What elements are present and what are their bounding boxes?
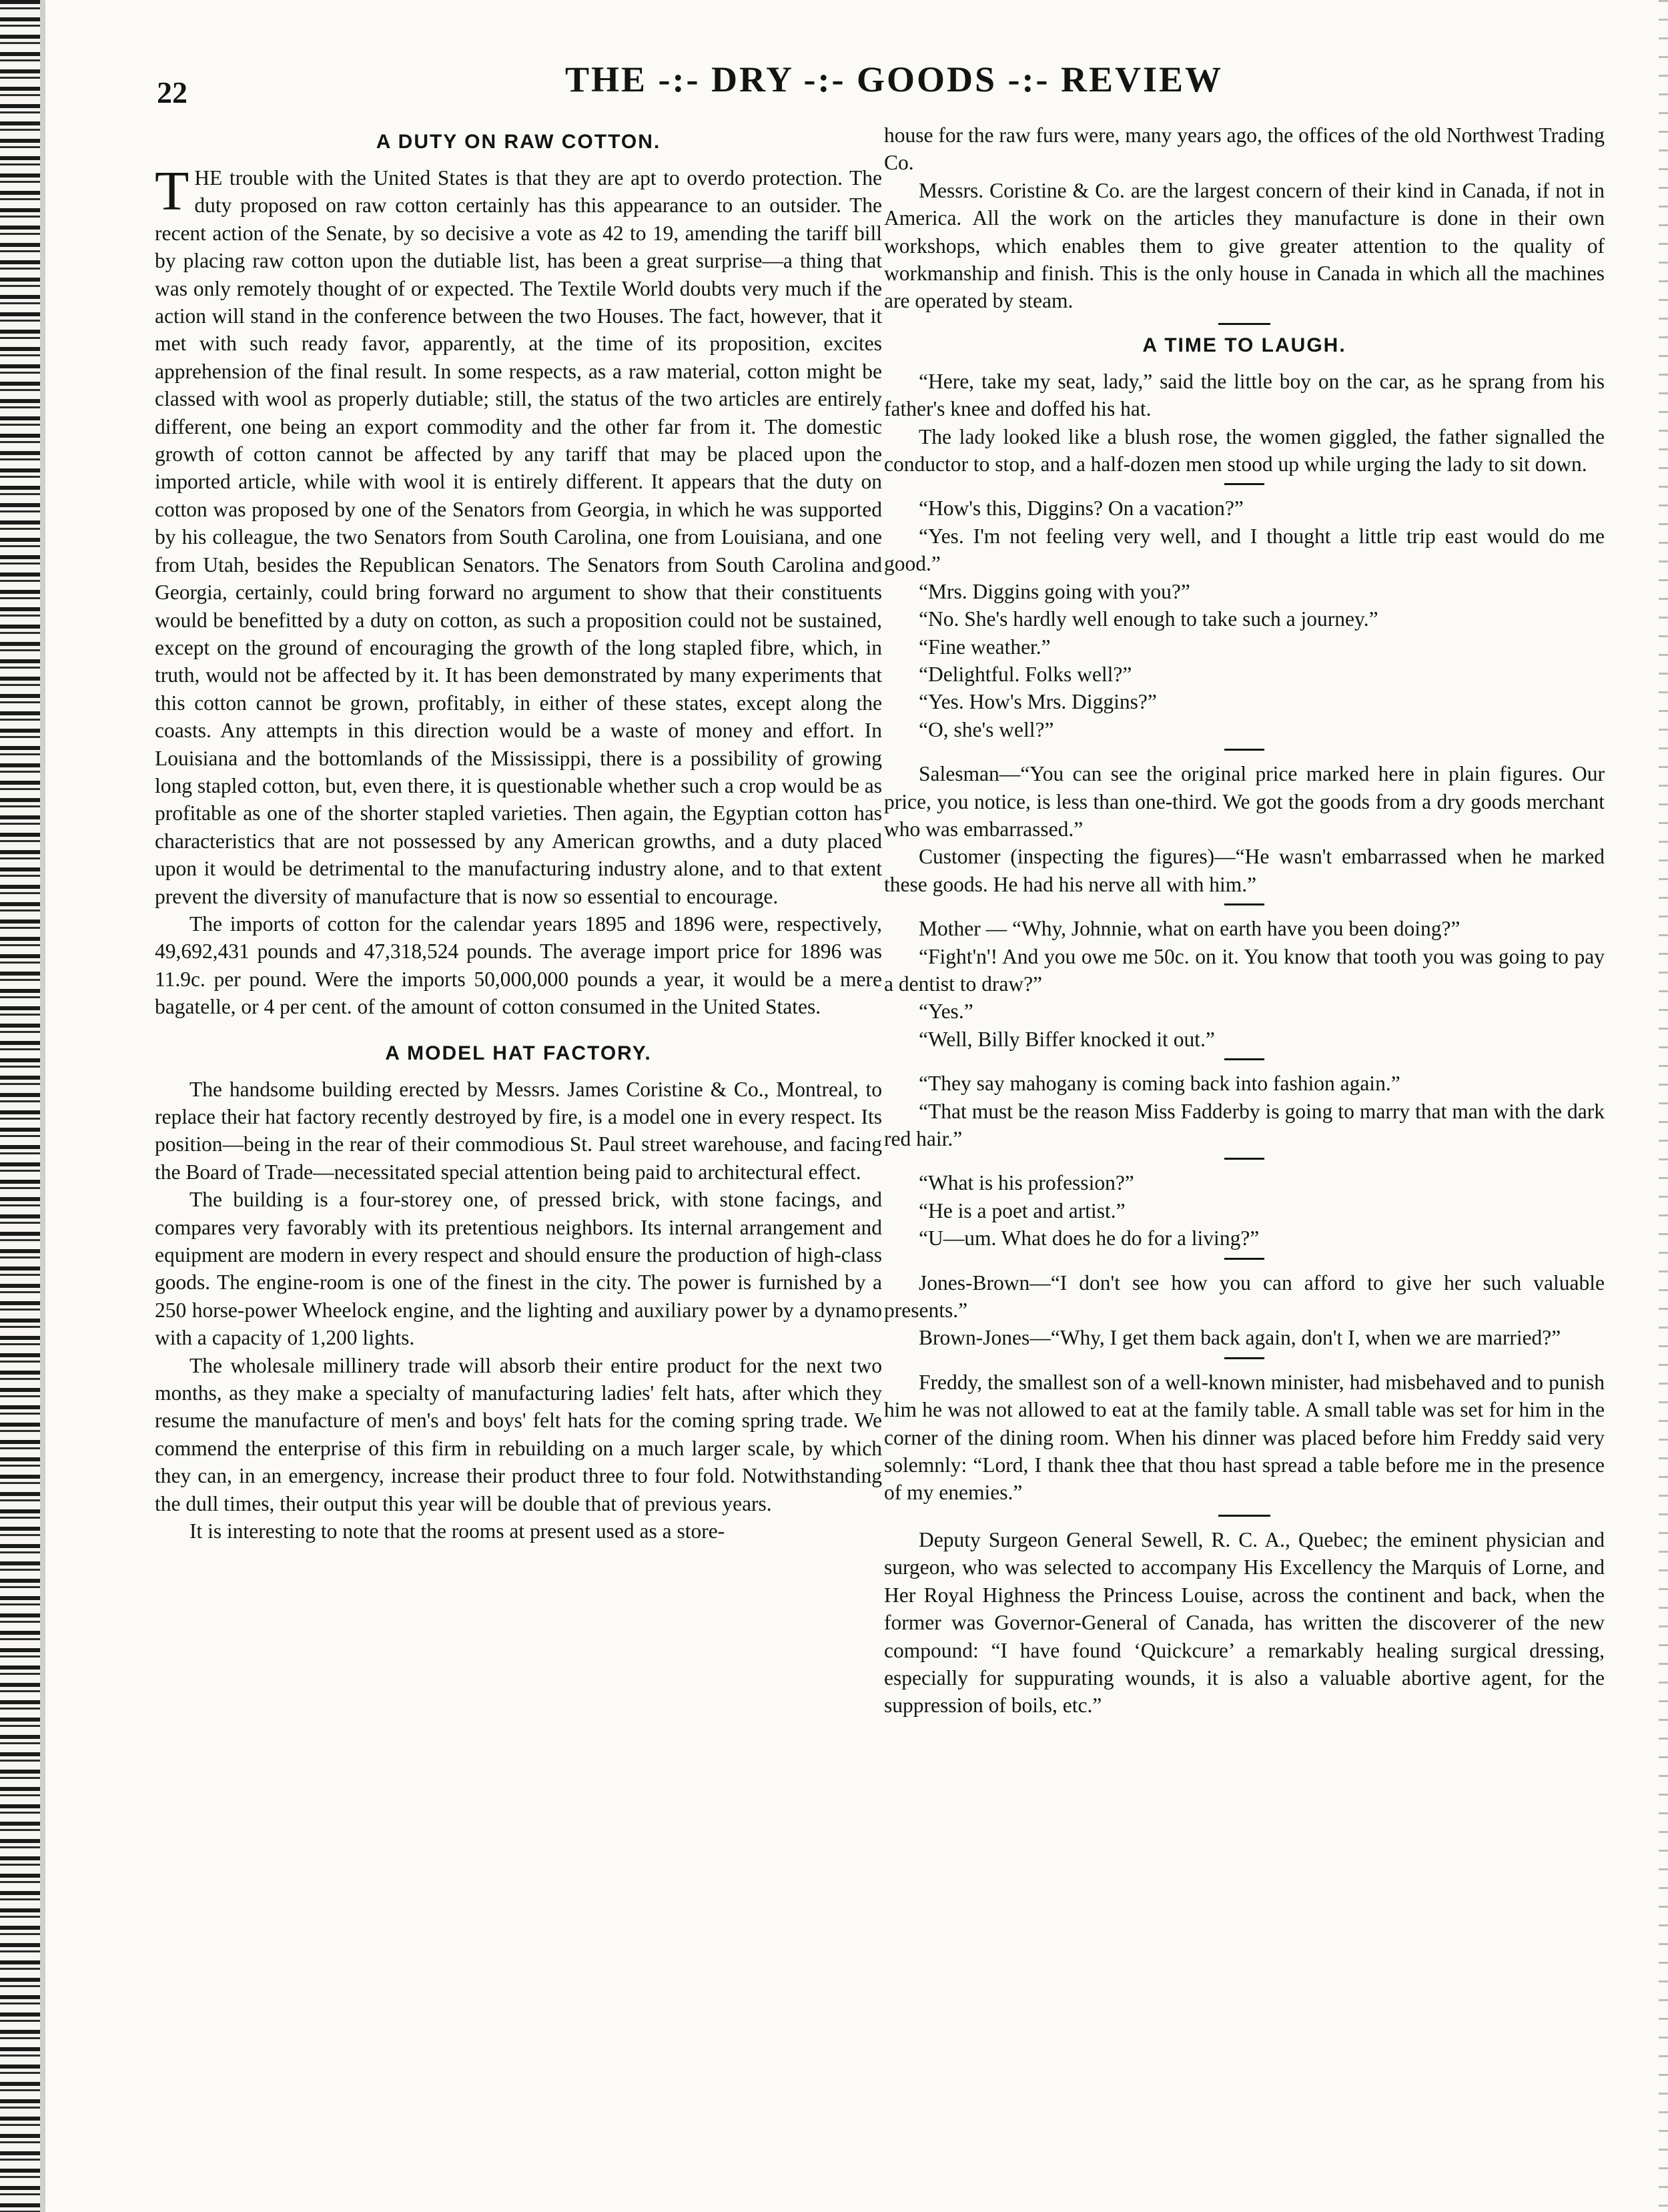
- hat-paragraph-1: The handsome building erected by Messrs. James Coristine & Co., Montreal, to replace their hat factory recently destroyed by fire, is a model one in every respect. Its position—being in the rear of their commodious St. Paul street warehouse, and facing the Board of Trade—necessitated special attention being paid to architectural effect.: [155, 1077, 882, 1184]
- section-rule: [1218, 1515, 1270, 1517]
- joke-6-line-2: “He is a poet and artist.”: [919, 1198, 1126, 1222]
- joke-6-line-1: “What is his profession?”: [919, 1171, 1134, 1195]
- masthead-title: THE -:- DRY -:- GOODS -:- REVIEW: [564, 59, 1224, 99]
- joke-5-line-2: “That must be the reason Miss Fadderby is going to marry that man with the dark red hair.”: [884, 1099, 1605, 1150]
- joke-2-line-3: “Mrs. Diggins going with you?”: [919, 579, 1190, 603]
- duty-paragraph-2: The imports of cotton for the calendar years 1895 and 1896 were, respectively, 49,692,431 pounds and 47,318,524 pounds. The average import price for 1896 was 11.9c. per pound. Were the imports 50,000,000 pounds a year, it would be a mere bagatelle, or 4 per cent. of the amount of cotton consumed in the United States.: [155, 911, 882, 1019]
- joke-2-line-7: “Yes. How's Mrs. Diggins?”: [919, 690, 1157, 714]
- joke-6-line-3: “U—um. What does he do for a living?”: [919, 1226, 1260, 1250]
- hat-paragraph-2: The building is a four-storey one, of pressed brick, with stone facings, and compares very favorably with its pretentious neighbors. Its internal arrangement and equipment are modern in every respect and should ensure the production of high-class goods. The engine-room is one of the finest in the city. The power is furnished by a 250 horse-power Wheelock engine, and the lighting and auxiliary power by a dynamo with a capacity of 1,200 lights.: [155, 1188, 882, 1350]
- duty-heading: A DUTY ON RAW COTTON.: [376, 131, 661, 153]
- joke-3-line-2: Customer (inspecting the figures)—“He wasn't embarrassed when he marked these goods. He had his nerve all with him.”: [884, 845, 1605, 896]
- joke-2-line-5: “Fine weather.”: [919, 635, 1051, 659]
- joke-4-line-1: Mother — “Why, Johnnie, what on earth have you been doing?”: [919, 917, 1461, 941]
- joke-divider: [1224, 1058, 1264, 1060]
- hat-heading: A MODEL HAT FACTORY.: [385, 1042, 652, 1064]
- page-number: 22: [157, 75, 187, 109]
- joke-2-line-8: “O, she's well?”: [919, 717, 1054, 741]
- hat-paragraph-5: house for the raw furs were, many years ago, the offices of the old Northwest Trading Co.: [884, 123, 1605, 175]
- duty-paragraph-1: [155, 160, 882, 910]
- joke-3-line-1: Salesman—“You can see the original price marked here in plain figures. Our price, you notice, is less than one-third. We got the goods from a dry goods merchant who was embarrassed.”: [884, 762, 1605, 841]
- joke-8: Freddy, the smallest son of a well-known minister, had misbehaved and to punish him he was not allowed to eat at the family table. A small table was set for him in the corner of the dining room. When his dinner was placed before him Freddy said very solemnly: “Lord, I thank thee that thou hast spread a table before me in the presence of my enemies.”: [884, 1370, 1605, 1505]
- joke-divider: [1224, 483, 1264, 485]
- joke-4-line-3: “Yes.”: [919, 1000, 973, 1024]
- right-column: [884, 121, 1605, 1720]
- joke-divider: [1224, 903, 1264, 905]
- drop-cap: T: [155, 160, 189, 222]
- joke-divider: [1224, 1258, 1264, 1260]
- left-column: [155, 121, 882, 1545]
- joke-divider: [1224, 1357, 1264, 1359]
- joke-2-line-4: “No. She's hardly well enough to take such a journey.”: [919, 607, 1378, 631]
- hat-paragraph-4: It is interesting to note that the rooms at present used as a store-: [189, 1519, 725, 1543]
- hat-paragraph-3: The wholesale millinery trade will absorb their entire product for the next two months, as they make a specialty of manufacturing ladies' felt hats, after which they resume the manufacture of men's and boys' felt hats for the coming spring trade. We commend the enterprise of this firm in rebuilding on a much larger scale, by which they can, in an emergency, increase their product three to four fold. Notwithstanding the dull times, their output this year will be double that of previous years.: [155, 1353, 882, 1515]
- joke-2-line-2: “Yes. I'm not feeling very well, and I thought a little trip east would do me good.”: [884, 524, 1605, 576]
- joke-2-line-6: “Delightful. Folks well?”: [919, 662, 1132, 686]
- binding-shadow: [40, 0, 45, 2212]
- joke-4-line-4: “Well, Billy Biffer knocked it out.”: [919, 1027, 1215, 1051]
- joke-4-line-2: “Fight'n'! And you owe me 50c. on it. You know that tooth you was going to pay a dentist to draw?”: [884, 944, 1605, 996]
- joke-1-line-1: “Here, take my seat, lady,” said the little boy on the car, as he sprang from his father's knee and doffed his hat.: [884, 369, 1605, 421]
- joke-7-line-2: Brown-Jones—“Why, I get them back again, don't I, when we are married?”: [919, 1326, 1561, 1350]
- joke-2-line-1: “How's this, Diggins? On a vacation?”: [919, 496, 1244, 520]
- joke-5-line-1: “They say mahogany is coming back into fashion again.”: [919, 1072, 1400, 1096]
- section-rule: [1218, 323, 1270, 325]
- duty-paragraph-1-text: HE trouble with the United States is that they are apt to overdo protection. The duty proposed on raw cotton certainly has this appearance to an outsider. The recent action of the Senate, by so decisive a vote as 42 to 19, amending the tariff bill by placing raw cotton upon the dutiable list, has been a great surprise—a thing that was only remotely thought of or expected. The Textile World doubts very much if the action will stand in the conference between the two Houses. The fact, however, that it met with such ready favor, apparently, at the time of its proposition, excites apprehension of the final result. In some respects, as a raw material, cotton might be classed with wool as properly dutiable; still, the status of the two articles are entirely different, one being an export commodity and the other far from it. The domestic growth of cotton cannot be affected by any tariff that may be placed upon the imported article, while with wool it is entirely different. It appears that the duty on cotton was proposed by one of the Senators from Georgia, in which he was supported by his colleague, the two Senators from South Carolina, one from Louisiana, and one from Utah, besides the Republican Senators. The Senators from South Carolina and Georgia, certainly, could bring forward no argument to show that their constituents would be benefitted by a duty on cotton, as such a proposition could not be sustained, except on the ground of encouraging the growth of the long stapled fibre, which, in truth, would not be affected by it. It has been demonstrated by many experiments that this cotton cannot be grown, profitably, in either of these states, except along the coasts. Any attempts in this direction would be a waste of money and effort. In Louisiana and the bottomlands of the Mississippi, there is a possibility of growing long stapled cotton, but, even there, it is questionable whether such a crop would be as profitable as one of the shorter stapled varieties. Then again, the Egyptian cotton has characteristics that are not possessed by any American growths, and a duty placed upon it would be detrimental to the manufacturing industry alone, and to that extent prevent the diversity of manufacture that is now so essential to encourage.: [155, 166, 882, 908]
- joke-divider: [1224, 1158, 1264, 1160]
- page-edge-marks: [1659, 0, 1668, 2212]
- joke-7-line-1: Jones-Brown—“I don't see how you can afford to give her such valuable presents.”: [884, 1270, 1605, 1323]
- binding-edge: [0, 0, 40, 2212]
- joke-1-line-2: The lady looked like a blush rose, the women giggled, the father signalled the conductor to stop, and a half-dozen men stood up while urging the lady to sit down.: [884, 424, 1605, 476]
- hat-paragraph-6: Messrs. Coristine & Co. are the largest concern of their kind in Canada, if not in America. All the work on the articles they manufacture is done in their own workshops, which enables them to give greater attention to the quality of workmanship and finish. This is the only house in Canada in which all the machines are operated by steam.: [884, 178, 1605, 313]
- laugh-heading: A TIME TO LAUGH.: [1142, 334, 1346, 356]
- joke-divider: [1224, 749, 1264, 751]
- quickcure-notice: Deputy Surgeon General Sewell, R. C. A., Quebec; the eminent physician and surgeon, who was selected to accompany His Excellency the Marquis of Lorne, and Her Royal Highness the Princess Louise, across the continent and back, when the former was Governor-General of Canada, has written the discoverer of the new compound: “I have found ‘Quickcure’ a remarkably healing surgical dressing, especially for suppurating wounds, it is also a valuable abortive agent, for the suppression of boils, etc.”: [884, 1527, 1605, 1718]
